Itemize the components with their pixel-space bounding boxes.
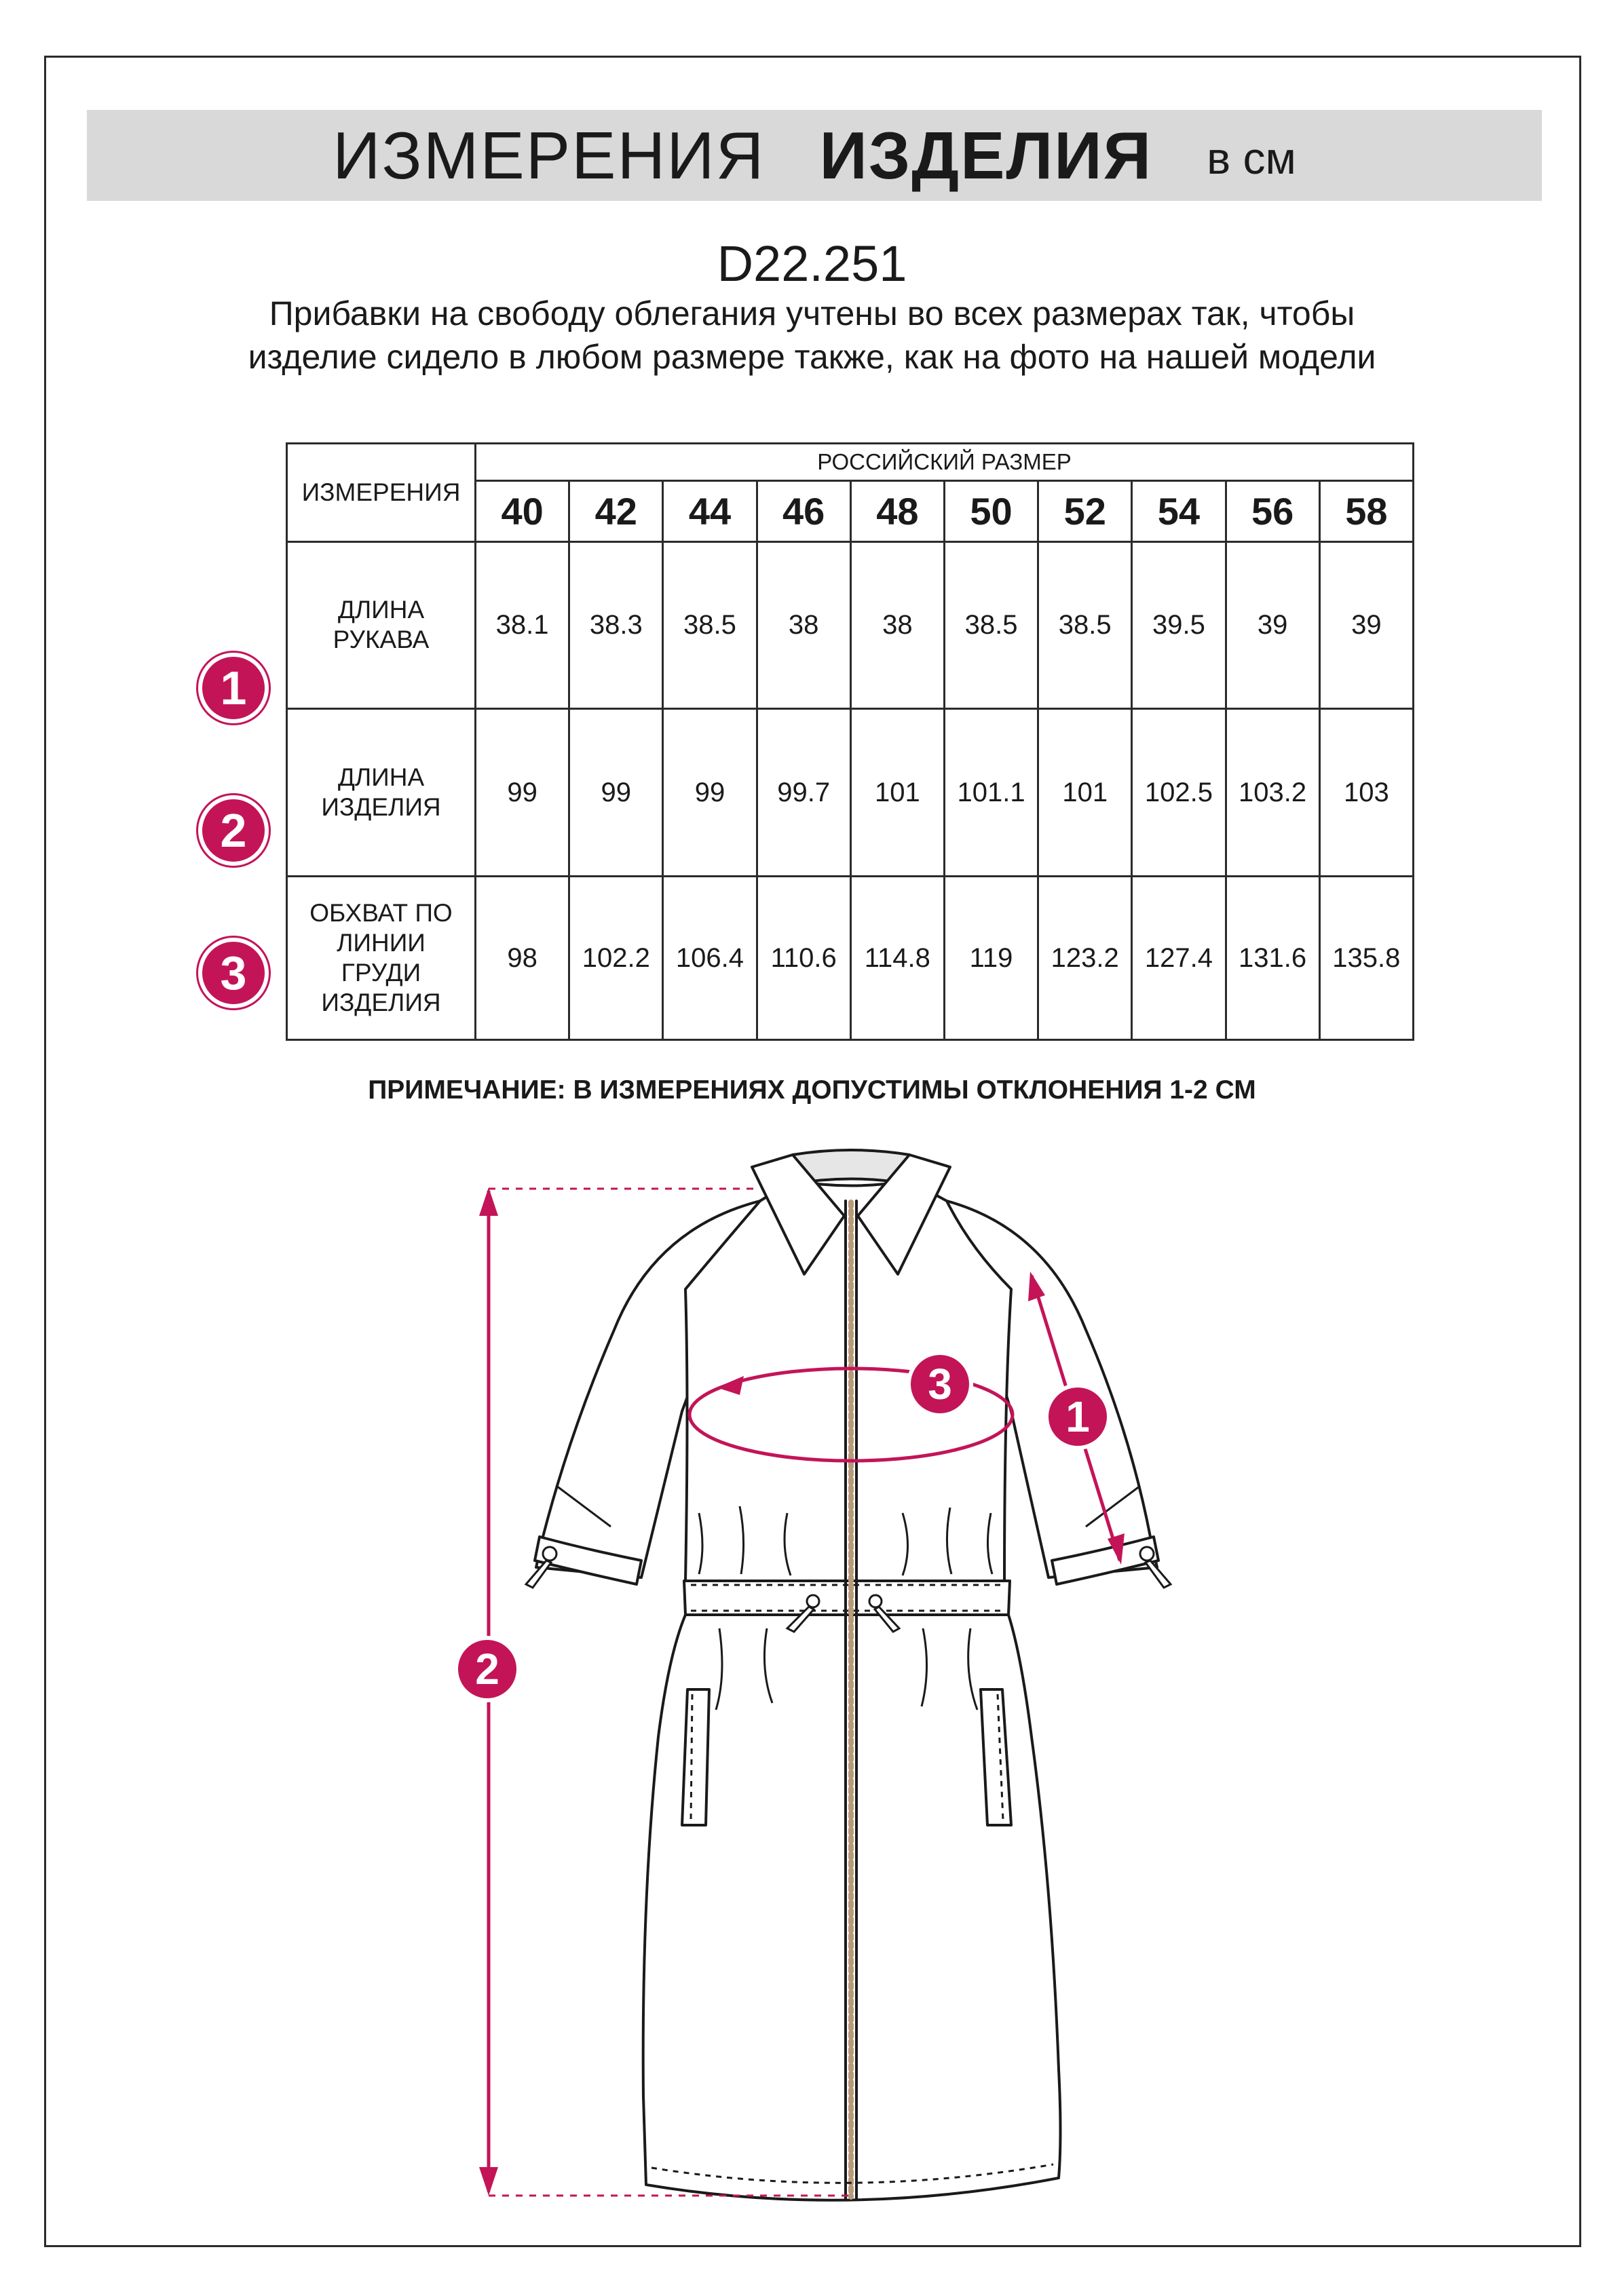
table-cell: 135.8 (1319, 877, 1413, 1040)
table-cell: 119 (944, 877, 1038, 1040)
table-cell: 102.5 (1132, 709, 1226, 877)
pocket-left (682, 1689, 709, 1825)
table-cell: 102.2 (569, 877, 663, 1040)
size-header-52: 52 (1038, 481, 1132, 542)
measurements-header: ИЗМЕРЕНИЯ (287, 444, 476, 542)
table-cell: 98 (476, 877, 569, 1040)
measurement-label-line: ДЛИНА (337, 763, 425, 792)
table-cell: 110.6 (757, 877, 850, 1040)
size-header-48: 48 (850, 481, 944, 542)
table-cell: 99.7 (757, 709, 850, 877)
table-cell: 39 (1226, 541, 1319, 709)
size-header-54: 54 (1132, 481, 1226, 542)
table-cell: 39.5 (1132, 541, 1226, 709)
table-cell: 38 (850, 541, 944, 709)
table-cell: 99 (476, 709, 569, 877)
table-cell: 38.5 (663, 541, 757, 709)
title-regular: ИЗМЕРЕНИЯ (333, 117, 766, 193)
title-bold: ИЗДЕЛИЯ (819, 117, 1153, 193)
intro-text: Прибавки на свободу облегания учтены во всех размерах так, чтобы изделие сидело в любом размере также, как на фото на нашей модели (248, 294, 1376, 376)
table-cell: 38.3 (569, 541, 663, 709)
measurement-label-line: ОБХВАТ ПО (309, 899, 453, 927)
size-header-58: 58 (1319, 481, 1413, 542)
size-header-42: 42 (569, 481, 663, 542)
measurement-label-line: ИЗДЕЛИЯ (321, 793, 441, 822)
size-header-56: 56 (1226, 481, 1319, 542)
table-cell: 127.4 (1132, 877, 1226, 1040)
table-cell: 103 (1319, 709, 1413, 877)
table-cell: 99 (663, 709, 757, 877)
measurement-badge: 2 (198, 795, 269, 866)
table-cell: 38.5 (1038, 541, 1132, 709)
size-header-40: 40 (476, 481, 569, 542)
table-cell: 131.6 (1226, 877, 1319, 1040)
measurement-label-line: ГРУДИ (341, 959, 421, 987)
measurement-label-line: РУКАВА (333, 626, 430, 654)
drawing-badge-2: 2 (475, 1645, 499, 1694)
measurement-badge: 3 (198, 938, 269, 1008)
measurement-label-line: ДЛИНА (337, 596, 425, 624)
note-text: ПРИМЕЧАНИЕ: В ИЗМЕРЕНИЯХ ДОПУСТИМЫ ОТКЛОНЕНИЯ 1-2 СМ (368, 1075, 1256, 1105)
table-cell: 101 (1038, 709, 1132, 877)
table-cell: 38.5 (944, 541, 1038, 709)
drawing-badge-1: 1 (1065, 1392, 1090, 1441)
table-cell: 103.2 (1226, 709, 1319, 877)
drawing-badge-3: 3 (928, 1360, 952, 1409)
table-cell: 101.1 (944, 709, 1038, 877)
table-cell: 99 (569, 709, 663, 877)
measurement-label-line: ЛИНИИ (337, 929, 426, 957)
table-cell: 38.1 (476, 541, 569, 709)
table-cell: 114.8 (850, 877, 944, 1040)
size-header-50: 50 (944, 481, 1038, 542)
table-cell: 106.4 (663, 877, 757, 1040)
measurement-badge: 1 (198, 653, 269, 723)
measurement-label-line: ИЗДЕЛИЯ (321, 989, 441, 1017)
size-header-46: 46 (757, 481, 850, 542)
table-cell: 39 (1319, 541, 1413, 709)
title-unit: в см (1207, 133, 1296, 183)
article-number: D22.251 (717, 235, 907, 292)
size-header-44: 44 (663, 481, 757, 542)
table-cell: 123.2 (1038, 877, 1132, 1040)
size-group-header: РОССИЙСКИЙ РАЗМЕР (476, 444, 1414, 481)
table-cell: 38 (757, 541, 850, 709)
table-cell: 101 (850, 709, 944, 877)
